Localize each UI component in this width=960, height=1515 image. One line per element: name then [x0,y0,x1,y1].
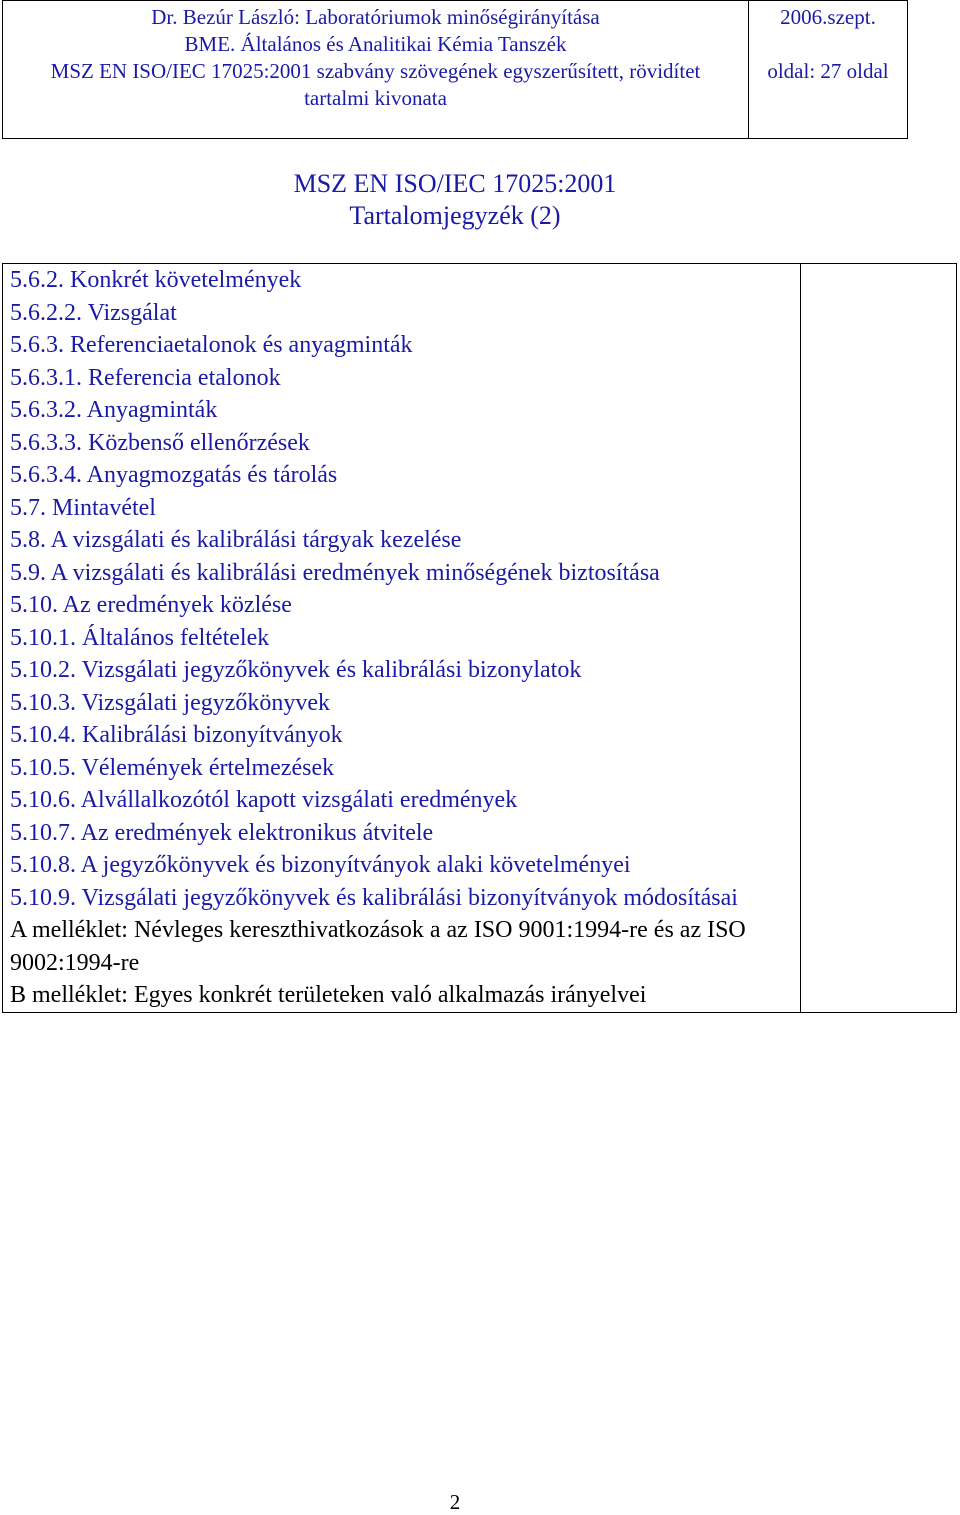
toc-item[interactable]: 5.6.3.3. Közbenső ellenőrzések [10,429,310,456]
toc-item[interactable]: 5.10.3. Vizsgálati jegyzőkönyvek [10,689,331,716]
toc-item[interactable]: 5.10.1. Általános feltételek [10,624,270,651]
toc-table [2,263,957,1013]
header-info [3,1,749,139]
toc-page-column [801,264,957,1013]
toc-item[interactable]: 5.6.3. Referenciaetalonok és anyagminták [10,332,413,358]
page-header [2,0,908,139]
standard-title: MSZ EN ISO/IEC 17025:2001 [293,169,617,198]
toc-item[interactable]: 5.10.5. Vélemények értelmezések [10,754,335,781]
toc-item[interactable]: 5.10.7. Az eredmények elektronikus átvitele [10,819,434,846]
header-author-title: Dr. Bezúr László: Laboratóriumok minőségirányítása [151,5,600,29]
header-standard-line-cont: tartalmi kivonata [304,86,447,110]
toc-item[interactable]: 5.6.3.2. Anyagminták [10,397,218,423]
toc-item[interactable]: 5.10.2. Vizsgálati jegyzőkönyvek és kalibrálási bizonylatok [10,657,582,683]
page-title [0,168,910,232]
toc-item[interactable]: 5.10.4. Kalibrálási bizonyítványok [10,722,343,748]
header-department: BME. Általános és Analitikai Kémia Tanszék [184,32,567,56]
toc-subtitle: Tartalomjegyzék (2) [349,201,561,230]
header-date: 2006.szept. [780,5,876,29]
header-standard-line: MSZ EN ISO/IEC 17025:2001 szabvány szövegének egyszerűsített, rövidítet [50,59,701,83]
annex-item[interactable]: A melléklet: Névleges kereszthivatkozások a az ISO 9001:1994-re és az ISO 9002:1994-re [10,917,746,976]
toc-item[interactable]: 5.8. A vizsgálati és kalibrálási tárgyak kezelése [10,527,462,553]
page-number: 2 [449,1490,461,1514]
header-page-count: oldal: 27 oldal [767,59,889,83]
annex-item[interactable]: B melléklet: Egyes konkrét területeken való alkalmazás irányelvei [10,982,647,1008]
toc-item[interactable]: 5.10.8. A jegyzőkönyvek és bizonyítványok alaki követelményei [10,852,631,878]
toc-item[interactable]: 5.6.2.2. Vizsgálat [10,299,177,326]
toc-item[interactable]: 5.6.3.1. Referencia etalonok [10,364,281,391]
toc-item[interactable]: 5.6.3.4. Anyagmozgatás és tárolás [10,462,338,488]
toc-item[interactable]: 5.10. Az eredmények közlése [10,592,292,618]
toc-item[interactable]: 5.6.2. Konkrét követelmények [10,267,302,293]
header-meta [749,1,908,139]
toc-item[interactable]: 5.10.9. Vizsgálati jegyzőkönyvek és kalibrálási bizonyítványok módosításai [10,884,738,911]
toc-item[interactable]: 5.7. Mintavétel [10,494,156,521]
toc-list [3,264,801,1013]
toc-item[interactable]: 5.10.6. Alvállalkozótól kapott vizsgálati eredmények [10,787,518,813]
toc-item[interactable]: 5.9. A vizsgálati és kalibrálási eredmények minőségének biztosítása [10,559,660,586]
